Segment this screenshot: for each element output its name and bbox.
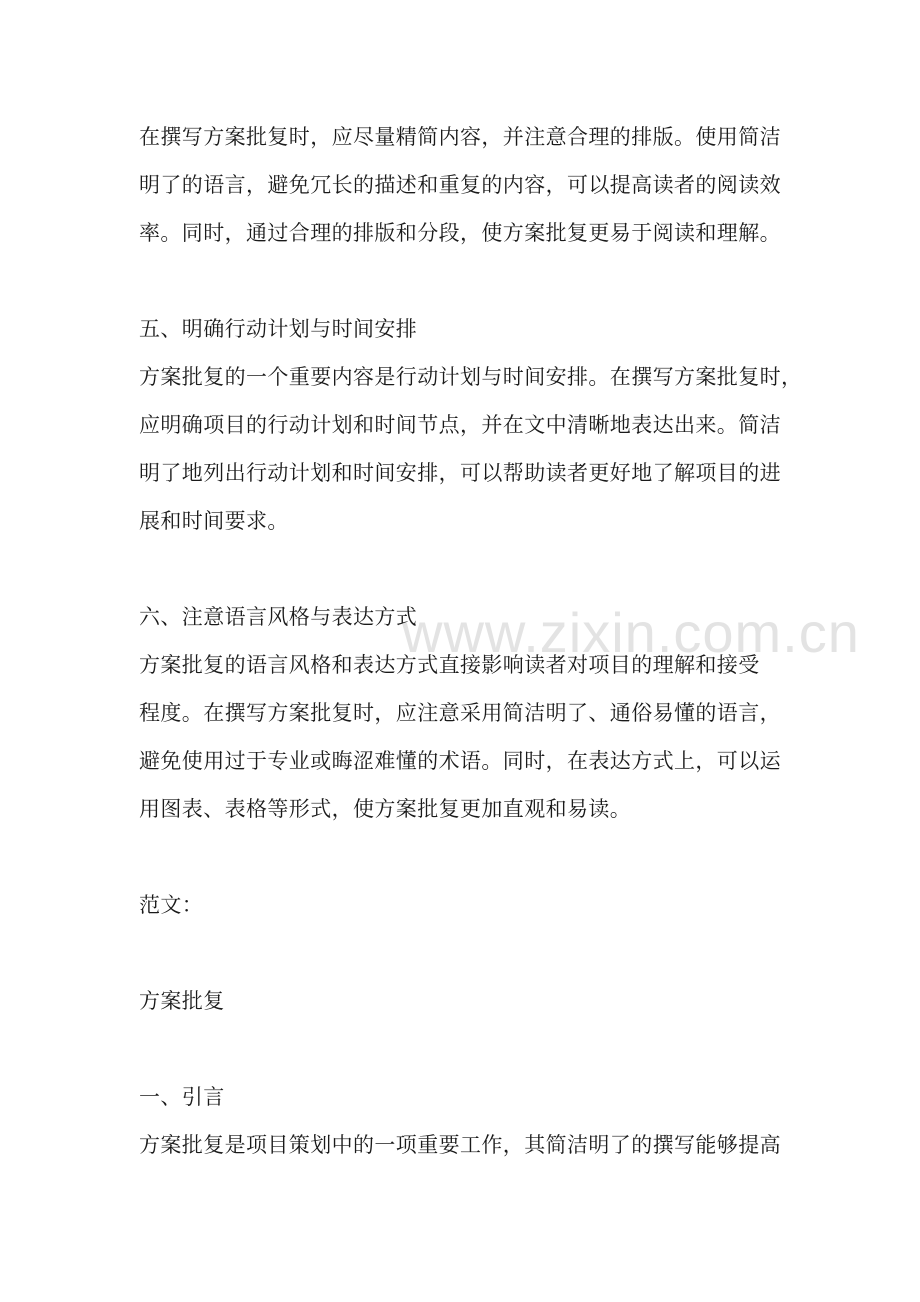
watermark: www.zixin.com.cn [402,601,860,664]
paragraph-line: 明了地列出行动计划和时间安排，可以帮助读者更好地了解项目的进 [139,461,781,485]
paragraph-line: 方案批复的语言风格和表达方式直接影响读者对项目的理解和接受 [139,653,760,677]
section-heading: 五、明确行动计划与时间安排 [139,317,418,341]
paragraph-line: 展和时间要求。 [139,509,289,533]
paragraph-line: 方案批复的一个重要内容是行动计划与时间安排。在撰写方案批复时， [139,365,803,389]
paragraph-line: 程度。在撰写方案批复时，应注意采用简洁明了、通俗易懂的语言， [139,701,781,725]
example-title: 方案批复 [139,989,225,1013]
paragraph-line: 明了的语言，避免冗长的描述和重复的内容，可以提高读者的阅读效 [139,173,781,197]
paragraph-line: 率。同时，通过合理的排版和分段，使方案批复更易于阅读和理解。 [139,221,781,245]
section-heading: 一、引言 [139,1085,225,1109]
paragraph-line: 避免使用过于专业或晦涩难懂的术语。同时，在表达方式上，可以运 [139,749,781,773]
paragraph-line: 在撰写方案批复时，应尽量精简内容，并注意合理的排版。使用简洁 [139,125,781,149]
paragraph-line: 应明确项目的行动计划和时间节点，并在文中清晰地表达出来。简洁 [139,413,781,437]
paragraph-line: 方案批复是项目策划中的一项重要工作，其简洁明了的撰写能够提高 [139,1133,781,1157]
paragraph-line: 用图表、表格等形式，使方案批复更加直观和易读。 [139,797,632,821]
section-heading: 六、注意语言风格与表达方式 [139,605,418,629]
example-label: 范文： [139,893,204,917]
